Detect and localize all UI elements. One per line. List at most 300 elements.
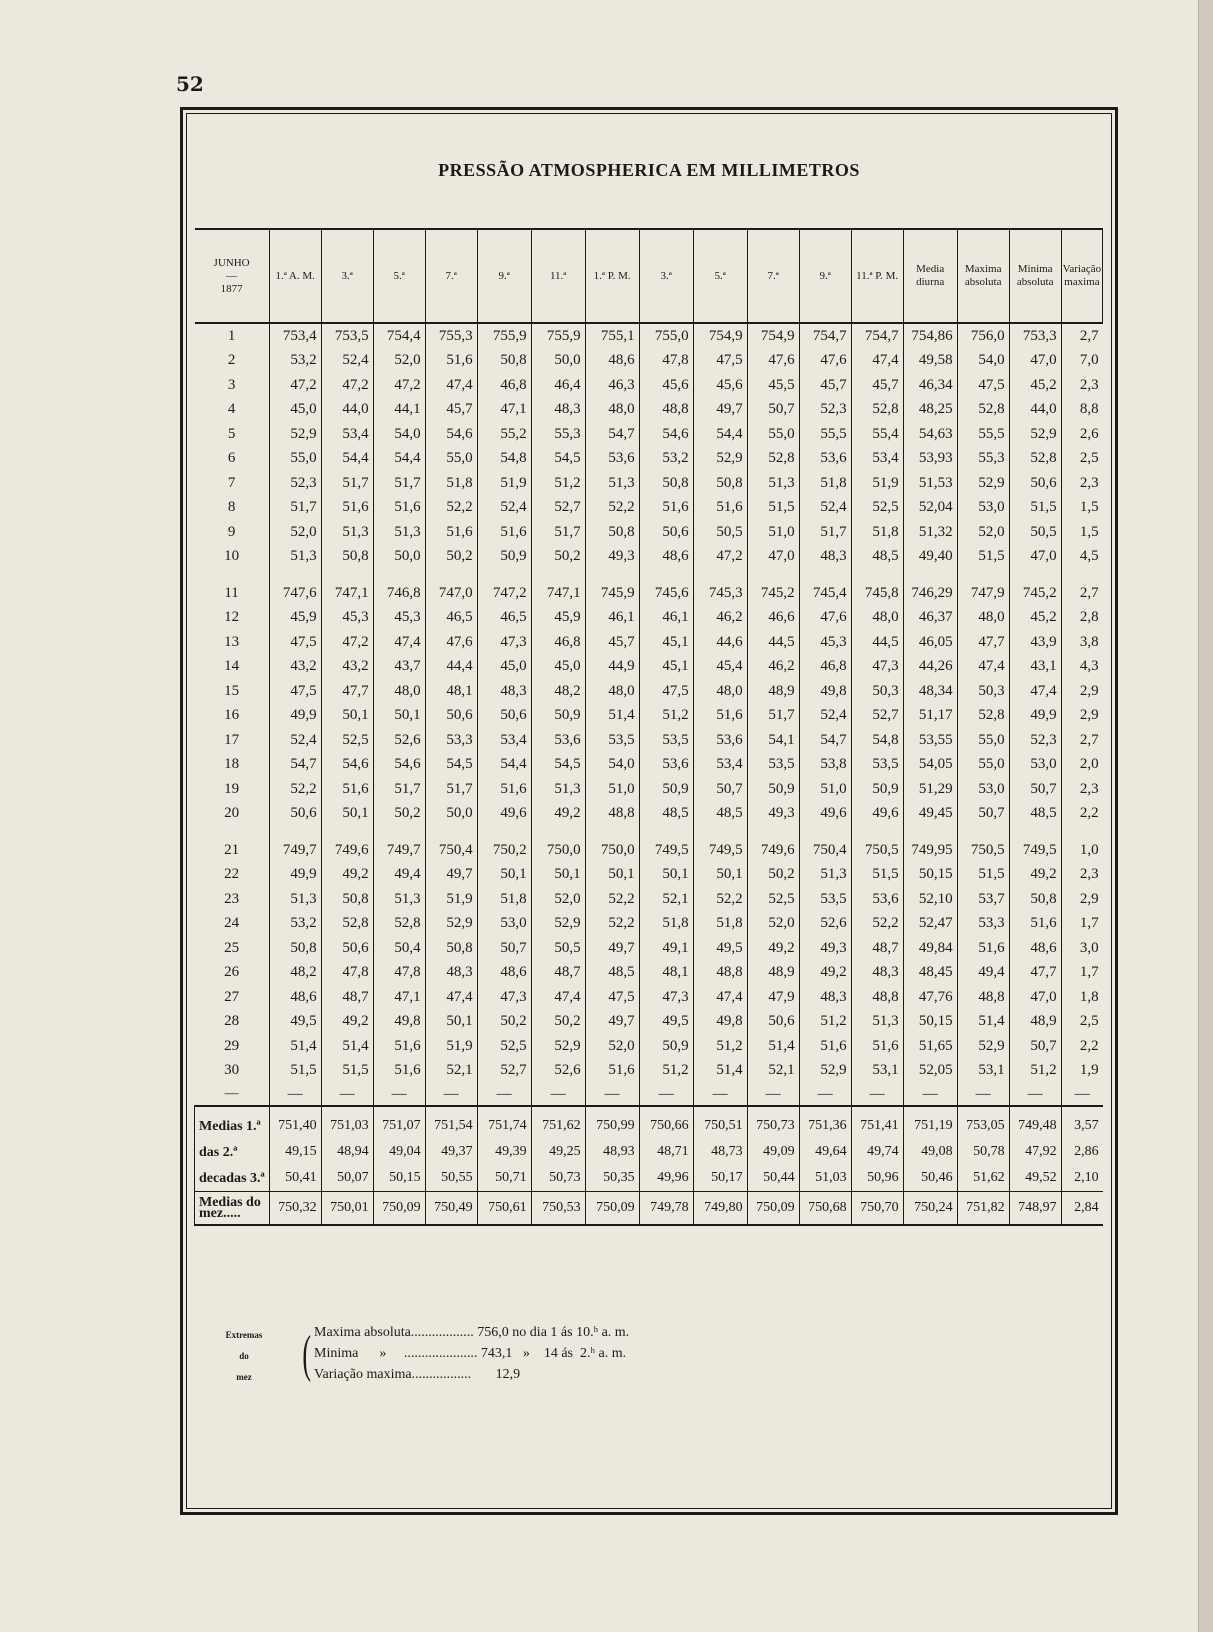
value-cell: 50,7 [957,802,1009,827]
value-cell: 48,0 [373,679,425,704]
value-cell: 2,5 [1061,1010,1102,1035]
table-row [195,373,1103,398]
value-cell: 45,9 [269,606,321,631]
value-cell: 750,09 [747,1192,799,1226]
month-mean-row [195,1192,1103,1226]
value-cell: 47,4 [425,985,477,1010]
value-cell: 52,9 [269,422,321,447]
value-cell: 53,2 [269,349,321,374]
value-cell: 2,6 [1061,422,1102,447]
col-header: 11.ª P. M. [851,229,903,323]
value-cell: 750,61 [477,1192,531,1226]
value-cell: 50,9 [639,777,693,802]
value-cell: 750,24 [903,1192,957,1226]
value-cell [957,826,1009,838]
value-cell: 751,03 [321,1106,373,1139]
value-cell: 48,1 [639,961,693,986]
value-cell: 2,2 [1061,1034,1102,1059]
value-cell: 52,9 [957,471,1009,496]
value-cell: 48,1 [425,679,477,704]
value-cell: 2,5 [1061,447,1102,472]
value-cell: 51,9 [425,1034,477,1059]
value-cell: 52,3 [269,471,321,496]
value-cell: 47,5 [269,630,321,655]
table-row [195,496,1103,521]
value-cell: 756,0 [957,323,1009,349]
value-cell: 53,5 [851,753,903,778]
decade-label: decadas 3.ª [195,1165,270,1192]
value-cell: 53,5 [639,728,693,753]
day-cell [195,826,270,838]
value-cell: 48,71 [639,1139,693,1165]
extreme-line: Variação maxima................. 12,9 [314,1367,521,1382]
value-cell: 54,8 [477,447,531,472]
value-cell: 48,34 [903,679,957,704]
value-cell: 51,4 [957,1010,1009,1035]
page-number: 52 [176,72,204,96]
value-cell: 3,8 [1061,630,1102,655]
value-cell: 49,2 [321,863,373,888]
value-cell: 50,7 [1009,777,1061,802]
value-cell: 51,6 [693,704,747,729]
value-cell: — [851,1083,903,1106]
value-cell: 2,3 [1061,373,1102,398]
value-cell: 1,9 [1061,1059,1102,1084]
value-cell: 48,8 [851,985,903,1010]
decade-mean-row [195,1165,1103,1192]
value-cell: 53,0 [957,777,1009,802]
value-cell: 51,3 [321,520,373,545]
value-cell: 48,8 [639,398,693,423]
value-cell: 2,10 [1061,1165,1102,1192]
value-cell: 45,0 [269,398,321,423]
value-cell: 48,0 [957,606,1009,631]
day-cell: 25 [224,939,240,956]
col-header: 1.ª P. M. [585,229,639,323]
value-cell: 751,36 [799,1106,851,1139]
value-cell: 49,39 [477,1139,531,1165]
value-cell: 2,9 [1061,704,1102,729]
value-cell: 49,1 [639,936,693,961]
table-row [195,961,1103,986]
value-cell: 52,2 [585,496,639,521]
value-cell: 52,8 [321,912,373,937]
value-cell: 48,9 [747,679,799,704]
value-cell: 49,25 [531,1139,585,1165]
value-cell: 50,6 [269,802,321,827]
table-row [195,447,1103,472]
value-cell: 51,0 [585,777,639,802]
value-cell: 47,2 [373,373,425,398]
value-cell: 47,6 [799,349,851,374]
value-cell: 48,0 [585,679,639,704]
value-cell: 49,74 [851,1139,903,1165]
value-cell: 50,2 [747,863,799,888]
value-cell: 47,3 [477,985,531,1010]
value-cell: 50,44 [747,1165,799,1192]
value-cell: — [903,1083,957,1106]
value-cell: 46,8 [477,373,531,398]
month-mean-label [195,1192,270,1226]
month-year-header [195,229,270,323]
value-cell: 55,2 [477,422,531,447]
day-cell: 2 [227,352,236,369]
value-cell [477,826,531,838]
table-row [195,753,1103,778]
value-cell: 47,1 [477,398,531,423]
value-cell: 52,0 [957,520,1009,545]
value-cell: 47,4 [373,630,425,655]
col-header: 5.ª [693,229,747,323]
value-cell: 1,0 [1061,838,1102,863]
value-cell: 50,8 [639,471,693,496]
day-cell: 20 [224,805,240,822]
value-cell: 47,4 [957,655,1009,680]
value-cell [799,569,851,581]
day-cell: 17 [224,731,240,748]
value-cell: 52,2 [585,912,639,937]
value-cell [957,569,1009,581]
value-cell: 49,9 [269,863,321,888]
table-row [195,704,1103,729]
value-cell: 51,8 [693,912,747,937]
value-cell [903,569,957,581]
value-cell: 49,5 [269,1010,321,1035]
value-cell: 2,7 [1061,728,1102,753]
value-cell: 51,2 [639,1059,693,1084]
value-cell: 50,6 [639,520,693,545]
value-cell: 750,66 [639,1106,693,1139]
value-cell: — [693,1083,747,1106]
value-cell: 52,9 [425,912,477,937]
value-cell: 749,48 [1009,1106,1061,1139]
value-cell: 48,45 [903,961,957,986]
value-cell: 45,4 [693,655,747,680]
value-cell: 51,7 [425,777,477,802]
value-cell: 47,7 [1009,961,1061,986]
value-cell: 750,70 [851,1192,903,1226]
value-cell: 50,8 [585,520,639,545]
value-cell: 46,1 [585,606,639,631]
value-cell: 50,0 [373,545,425,570]
value-cell: 745,2 [747,581,799,606]
value-cell: 49,8 [693,1010,747,1035]
day-cell: 21 [224,841,240,858]
value-cell: 51,8 [477,887,531,912]
day-cell: 9 [227,523,236,540]
value-cell: 749,7 [373,838,425,863]
value-cell: 48,3 [851,961,903,986]
value-cell: 48,3 [531,398,585,423]
value-cell: 44,6 [693,630,747,655]
value-cell: 50,0 [425,802,477,827]
value-cell: 746,29 [903,581,957,606]
value-cell: 2,9 [1061,679,1102,704]
value-cell: 51,4 [585,704,639,729]
value-cell: 49,2 [1009,863,1061,888]
value-cell: 48,8 [585,802,639,827]
value-cell: 50,6 [1009,471,1061,496]
value-cell: 49,52 [1009,1165,1061,1192]
value-cell: 50,2 [373,802,425,827]
value-cell: 46,2 [693,606,747,631]
month-mean-label-line: mez..... [199,1206,241,1221]
value-cell: 55,0 [425,447,477,472]
table-body [195,323,1103,1225]
value-cell: 45,7 [799,373,851,398]
value-cell: 49,58 [903,349,957,374]
value-cell: 51,7 [269,496,321,521]
value-cell: 45,6 [639,373,693,398]
value-cell: 51,6 [373,496,425,521]
value-cell: 55,0 [957,753,1009,778]
value-cell: 754,9 [747,323,799,349]
col-header: 9.ª [799,229,851,323]
value-cell: 51,4 [747,1034,799,1059]
value-cell: 50,15 [903,1010,957,1035]
value-cell: 749,80 [693,1192,747,1226]
value-cell: 49,08 [903,1139,957,1165]
value-cell [693,569,747,581]
value-cell: 47,2 [321,373,373,398]
value-cell: 50,2 [531,545,585,570]
value-cell: 49,8 [799,679,851,704]
value-cell: 49,3 [747,802,799,827]
value-cell: 45,6 [693,373,747,398]
value-cell: 44,26 [903,655,957,680]
value-cell: 47,2 [693,545,747,570]
value-cell: 49,6 [851,802,903,827]
value-cell: 51,6 [639,496,693,521]
value-cell: 745,4 [799,581,851,606]
value-cell: 53,4 [477,728,531,753]
value-cell: 750,09 [585,1192,639,1226]
col-header: Minima absoluta [1009,229,1061,323]
value-cell: 750,73 [747,1106,799,1139]
value-cell: 53,0 [477,912,531,937]
value-cell: 49,5 [693,936,747,961]
value-cell: 48,6 [585,349,639,374]
table-row [195,606,1103,631]
value-cell: 47,1 [373,985,425,1010]
value-cell: 47,6 [799,606,851,631]
value-cell: 50,6 [477,704,531,729]
table-row [195,679,1103,704]
decade-mean-row [195,1106,1103,1139]
value-cell: 747,9 [957,581,1009,606]
table-row [195,398,1103,423]
value-cell: 48,5 [693,802,747,827]
value-cell: — [585,1083,639,1106]
value-cell [373,826,425,838]
value-cell: 750,53 [531,1192,585,1226]
value-cell: 755,9 [477,323,531,349]
day-cell: 22 [224,866,240,883]
value-cell [747,826,799,838]
value-cell: 50,6 [425,704,477,729]
value-cell [1009,826,1061,838]
value-cell: 50,46 [903,1165,957,1192]
value-cell: 52,9 [799,1059,851,1084]
value-cell [531,826,585,838]
value-cell: 3,57 [1061,1106,1102,1139]
value-cell: 51,3 [269,545,321,570]
value-cell: 749,78 [639,1192,693,1226]
value-cell: 45,0 [477,655,531,680]
value-cell: 47,5 [269,679,321,704]
value-cell: 52,3 [1009,728,1061,753]
value-cell: 50,7 [477,936,531,961]
value-cell: 52,3 [799,398,851,423]
value-cell: 749,6 [747,838,799,863]
value-cell [1061,569,1102,581]
decade-label: Medias 1.ª [195,1106,270,1139]
value-cell: 49,3 [799,936,851,961]
value-cell: 52,05 [903,1059,957,1084]
value-cell: 751,74 [477,1106,531,1139]
day-cell: 28 [224,1013,240,1030]
value-cell: — [477,1083,531,1106]
value-cell: 49,2 [747,936,799,961]
value-cell: 48,0 [585,398,639,423]
value-cell: 55,3 [531,422,585,447]
value-cell: 51,0 [747,520,799,545]
value-cell: 52,2 [585,887,639,912]
value-cell: 754,7 [851,323,903,349]
value-cell: 49,7 [693,398,747,423]
value-cell: 50,96 [851,1165,903,1192]
value-cell: 48,5 [585,961,639,986]
value-cell: — [747,1083,799,1106]
value-cell: 51,2 [693,1034,747,1059]
value-cell: 51,9 [425,887,477,912]
value-cell: 51,7 [531,520,585,545]
page-edge [1198,0,1213,1632]
value-cell: 48,6 [639,545,693,570]
value-cell: 46,05 [903,630,957,655]
day-cell: — [224,1086,239,1101]
value-cell: 50,1 [531,863,585,888]
value-cell: 47,3 [851,655,903,680]
col-header: Variação maxima [1061,229,1102,323]
value-cell: 48,8 [693,961,747,986]
table-row [195,630,1103,655]
day-cell: 26 [224,964,240,981]
value-cell [1009,569,1061,581]
value-cell: 53,0 [1009,753,1061,778]
value-cell: 52,7 [851,704,903,729]
extremes-label [218,1325,270,1388]
value-cell: 749,5 [1009,838,1061,863]
value-cell: 50,9 [477,545,531,570]
value-cell [851,826,903,838]
value-cell: 52,2 [269,777,321,802]
value-cell: 2,3 [1061,471,1102,496]
value-cell: 51,32 [903,520,957,545]
value-cell: 45,0 [531,655,585,680]
value-cell: 53,1 [851,1059,903,1084]
col-header: Media diurna [903,229,957,323]
value-cell: 51,7 [799,520,851,545]
value-cell: 44,0 [321,398,373,423]
value-cell: 50,1 [477,863,531,888]
value-cell [799,826,851,838]
value-cell: 53,6 [639,753,693,778]
day-cell: 10 [224,548,240,565]
value-cell: 52,8 [851,398,903,423]
value-cell: 52,7 [531,496,585,521]
value-cell: 49,64 [799,1139,851,1165]
value-cell: 52,8 [1009,447,1061,472]
value-cell: 54,0 [373,422,425,447]
value-cell: 51,5 [269,1059,321,1084]
value-cell: — [1061,1083,1102,1106]
value-cell: 45,7 [425,398,477,423]
col-header: 7.ª [747,229,799,323]
value-cell: 53,5 [747,753,799,778]
table-row [195,838,1103,863]
value-cell: 53,2 [269,912,321,937]
value-cell: 1,5 [1061,496,1102,521]
value-cell: — [1009,1083,1061,1106]
value-cell: 51,65 [903,1034,957,1059]
col-header: 3.ª [639,229,693,323]
value-cell: 51,2 [639,704,693,729]
year-label: 1877 [220,282,243,295]
table-row [195,777,1103,802]
value-cell: 54,5 [425,753,477,778]
value-cell: 45,3 [799,630,851,655]
value-cell: 50,8 [1009,887,1061,912]
value-cell: 46,5 [425,606,477,631]
extreme-line: Minima » ..................... 743,1 » 14 ás 2.ʰ a. m. [314,1346,627,1361]
value-cell: 49,3 [585,545,639,570]
day-cell: 23 [224,890,240,907]
value-cell: 54,6 [425,422,477,447]
value-cell: 753,4 [269,323,321,349]
value-cell: 48,5 [639,802,693,827]
col-header: 9.ª [477,229,531,323]
value-cell: 747,1 [321,581,373,606]
value-cell: 47,5 [585,985,639,1010]
value-cell: 3,0 [1061,936,1102,961]
value-cell: 51,5 [957,545,1009,570]
value-cell: 51,0 [799,777,851,802]
value-cell: 745,2 [1009,581,1061,606]
value-cell: 49,9 [269,704,321,729]
value-cell: 53,93 [903,447,957,472]
value-cell: 47,9 [747,985,799,1010]
value-cell: — [531,1083,585,1106]
value-cell: 49,37 [425,1139,477,1165]
day-cell: 14 [224,658,240,675]
value-cell: 52,5 [477,1034,531,1059]
value-cell: 46,1 [639,606,693,631]
value-cell: 54,0 [957,349,1009,374]
day-cell: 6 [227,450,236,467]
value-cell: 44,0 [1009,398,1061,423]
value-cell: 50,5 [531,936,585,961]
value-cell: 50,41 [269,1165,321,1192]
value-cell: 48,5 [851,545,903,570]
value-cell: 49,7 [585,1010,639,1035]
value-cell: 50,1 [321,802,373,827]
value-cell: 751,40 [269,1106,321,1139]
value-cell: 52,9 [693,447,747,472]
value-cell: 49,4 [957,961,1009,986]
value-cell: 51,7 [747,704,799,729]
value-cell: 50,1 [585,863,639,888]
